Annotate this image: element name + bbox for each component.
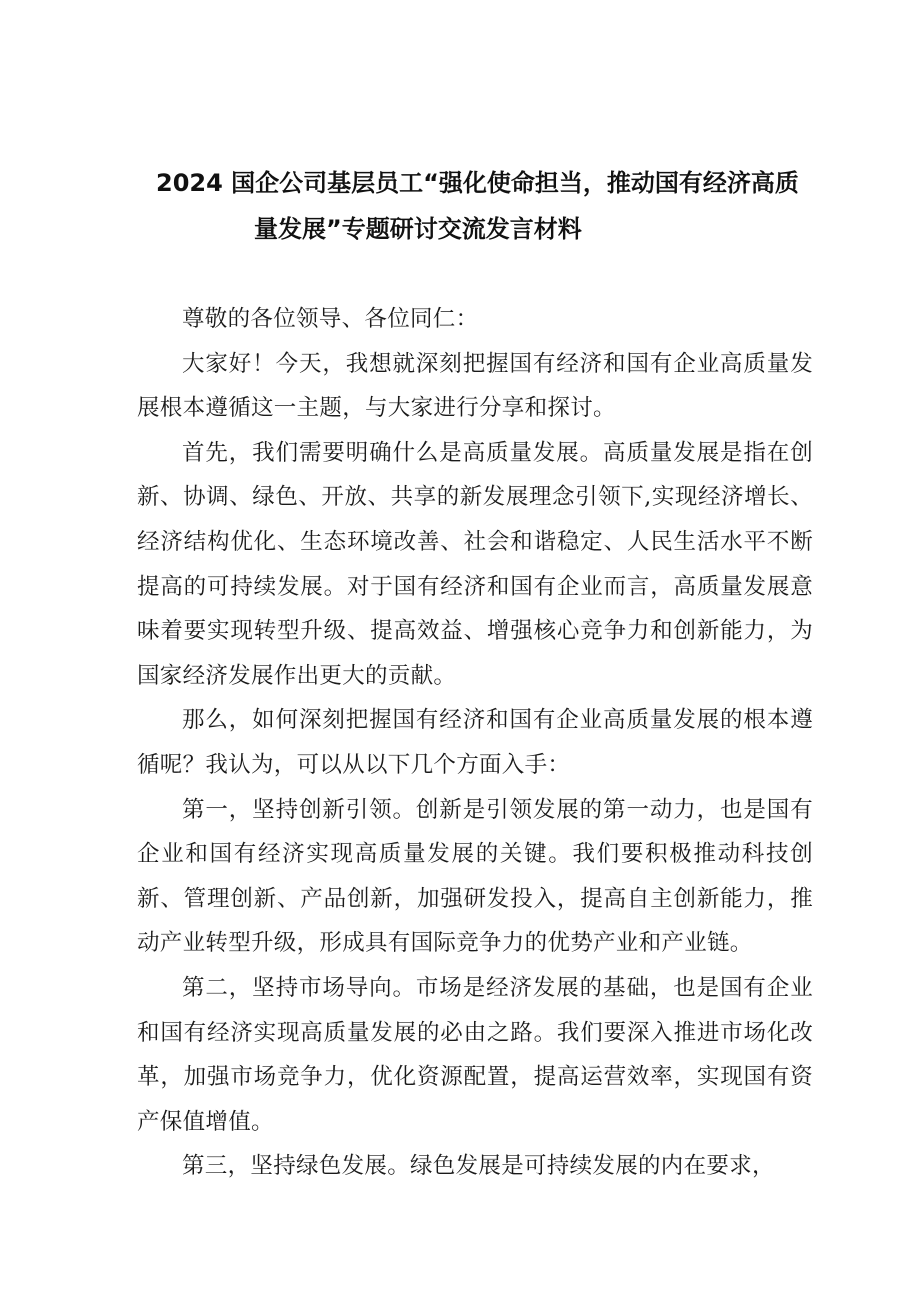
title-line-1: 2024 国企公司基层员工“强化使命担当，推动国有经济高质 (156, 169, 799, 197)
salutation: 尊敬的各位领导、各位同仁： (182, 306, 479, 332)
paragraph-point-one: 第一，坚持创新引领。创新是引领发展的第一动力，也是国有企业和国有经济实现高质量发展的关键。我们要积极推动科技创新、管理创新、产品创新，加强研发投入，提高自主创新能力，推动产业转型升级，形成具有国际竞争力的优势产业和产业链。 (137, 796, 813, 957)
title-line-2: 量发展”专题研讨交流发言材料 (254, 215, 582, 243)
document-body (137, 297, 813, 1189)
document-title (150, 160, 799, 252)
paragraph-point-two: 第二，坚持市场导向。市场是经济发展的基础，也是国有企业和国有经济实现高质量发展的必由之路。我们要深入推进市场化改革，加强市场竞争力，优化资源配置，提高运营效率，实现国有资产保值增值。 (137, 974, 813, 1135)
paragraph-point-three: 第三，坚持绿色发展。绿色发展是可持续发展的内在要求， (182, 1153, 775, 1180)
paragraph-greeting: 大家好！今天，我想就深刻把握国有经济和国有企业高质量发展根本遵循这一主题，与大家进行分享和探讨。 (137, 350, 813, 422)
paragraph-question: 那么，如何深刻把握国有经济和国有企业高质量发展的根本遵循呢？我认为，可以从以下几个方面入手： (137, 707, 813, 778)
paragraph-definition: 首先，我们需要明确什么是高质量发展。高质量发展是指在创新、协调、绿色、开放、共享的新发展理念引领下,实现经济增长、经济结构优化、生态环境改善、社会和谐稳定、人民生活水平不断提高的可持续发展。对于国有经济和国有企业而言，高质量发展意味着要实现转型升级、提高效益、增强核心竞争力和创新能力，为国家经济发展作出更大的贡献。 (137, 439, 813, 689)
